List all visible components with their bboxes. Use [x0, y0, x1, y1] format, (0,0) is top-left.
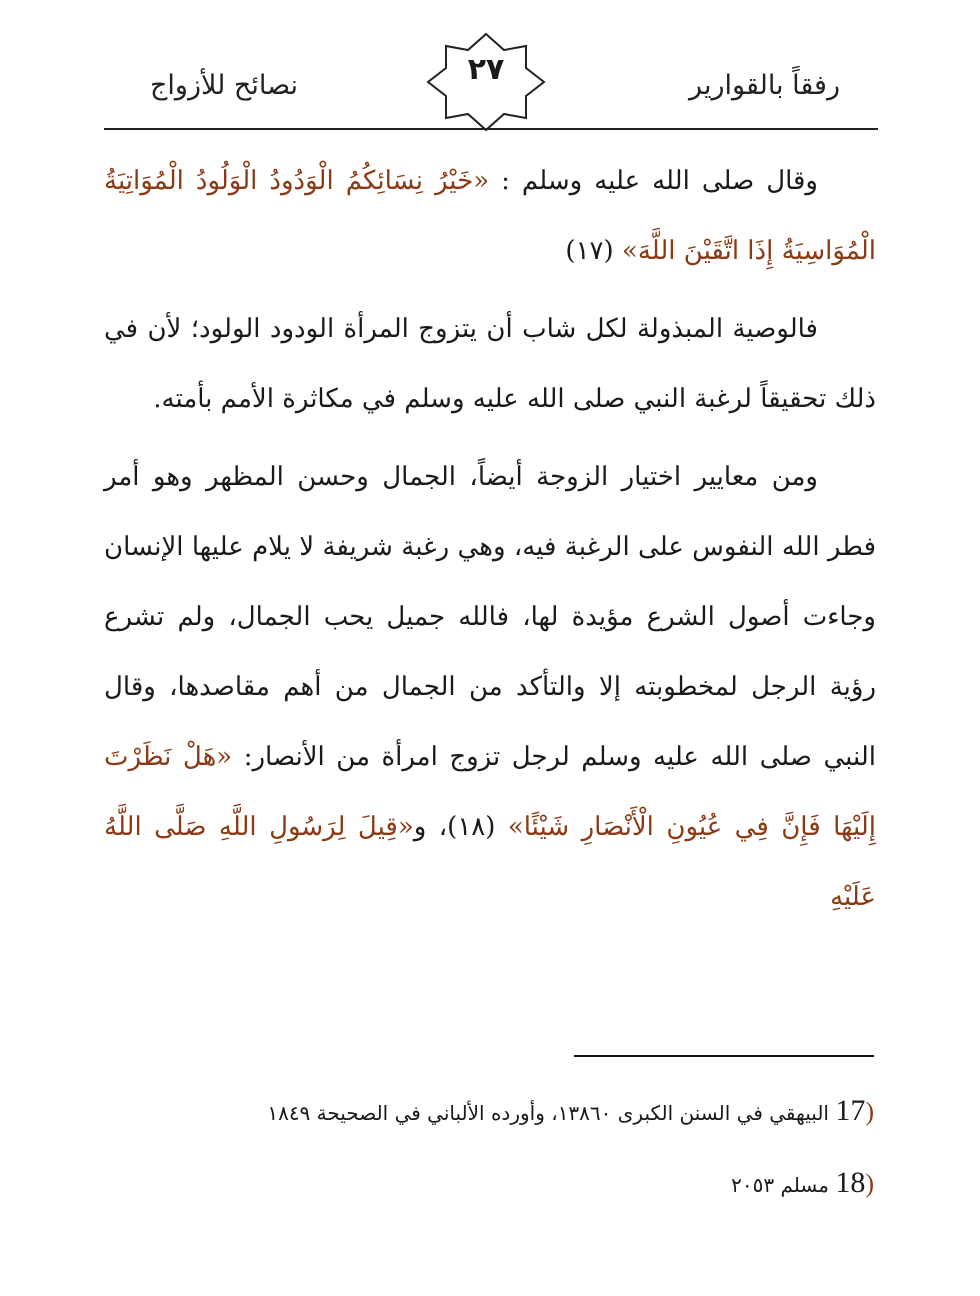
paragraph-3: [104, 442, 876, 932]
paragraph-1: [104, 146, 876, 286]
header-chapter-title: نصائح للأزواج: [150, 70, 299, 101]
footnote-text: مسلم ٢٠٥٣: [731, 1173, 836, 1197]
body-text: [104, 146, 876, 932]
footnote-18: [114, 1166, 874, 1200]
footnote-rule: [574, 1055, 874, 1057]
paragraph-2: فالوصية المبذولة لكل شاب أن يتزوج المرأة الودود الولود؛ لأن في ذلك تحقيقاً لرغبة النبي صلى الله عليه وسلم في مكاثرة الأمم بأمته.: [104, 314, 876, 414]
paragraph-3-text: ومن معايير اختيار الزوجة أيضاً، الجمال وحسن المظهر وهو أمر فطر الله النفوس على الرغبة فيه، وهي رغبة شريفة لا يلام عليها الإنسان وجاءت أصول الشرع مؤيدة لها، فالله جميل يحب الجمال، ولم تشرع رؤية الرجل لمخطوبته إلا والتأكد من الجمال من أهم مقاصدها، وقال النبي صلى الله عليه وسلم لرجل تزوج امرأة من الأنصار:: [104, 462, 876, 772]
footnote-ref-18[interactable]: (١٨)، و: [413, 812, 508, 842]
header-rule: [104, 128, 878, 130]
page-number: ٢٧: [467, 52, 505, 87]
header-book-title: رفقاً بالقوارير: [689, 70, 840, 101]
footnote-open-paren: (: [865, 1097, 874, 1126]
footnote-number: 18: [835, 1166, 866, 1199]
footnote-number: 17: [835, 1094, 866, 1127]
footnote-open-paren: (: [865, 1169, 874, 1198]
hadith-quote-1: «خَيْرُ نِسَائِكُمُ الْوَدُودُ الْوَلُودُ الْمُوَاتِيَةُ الْمُوَاسِيَةُ إِذَا اتَّقَيْنَ اللَّهَ»: [104, 166, 876, 266]
paragraph-1-intro: وقال صلى الله عليه وسلم :: [489, 166, 818, 196]
hadith-quote-2: «هَلْ نَظَرْتَ إِلَيْهَا فَإِنَّ فِي عُيُونِ الْأَنْصَارِ شَيْئًا»: [104, 742, 876, 842]
footnote-text: البيهقي في السنن الكبرى ١٣٨٦٠، وأورده الألباني في الصحيحة ١٨٤٩: [267, 1101, 836, 1125]
footnote-ref-17[interactable]: (١٧): [565, 236, 622, 266]
footnote-17: [114, 1094, 874, 1128]
hadith-quote-3: «قِيلَ لِرَسُولِ اللَّهِ صَلَّى اللَّهُ عَلَيْهِ: [104, 812, 876, 912]
